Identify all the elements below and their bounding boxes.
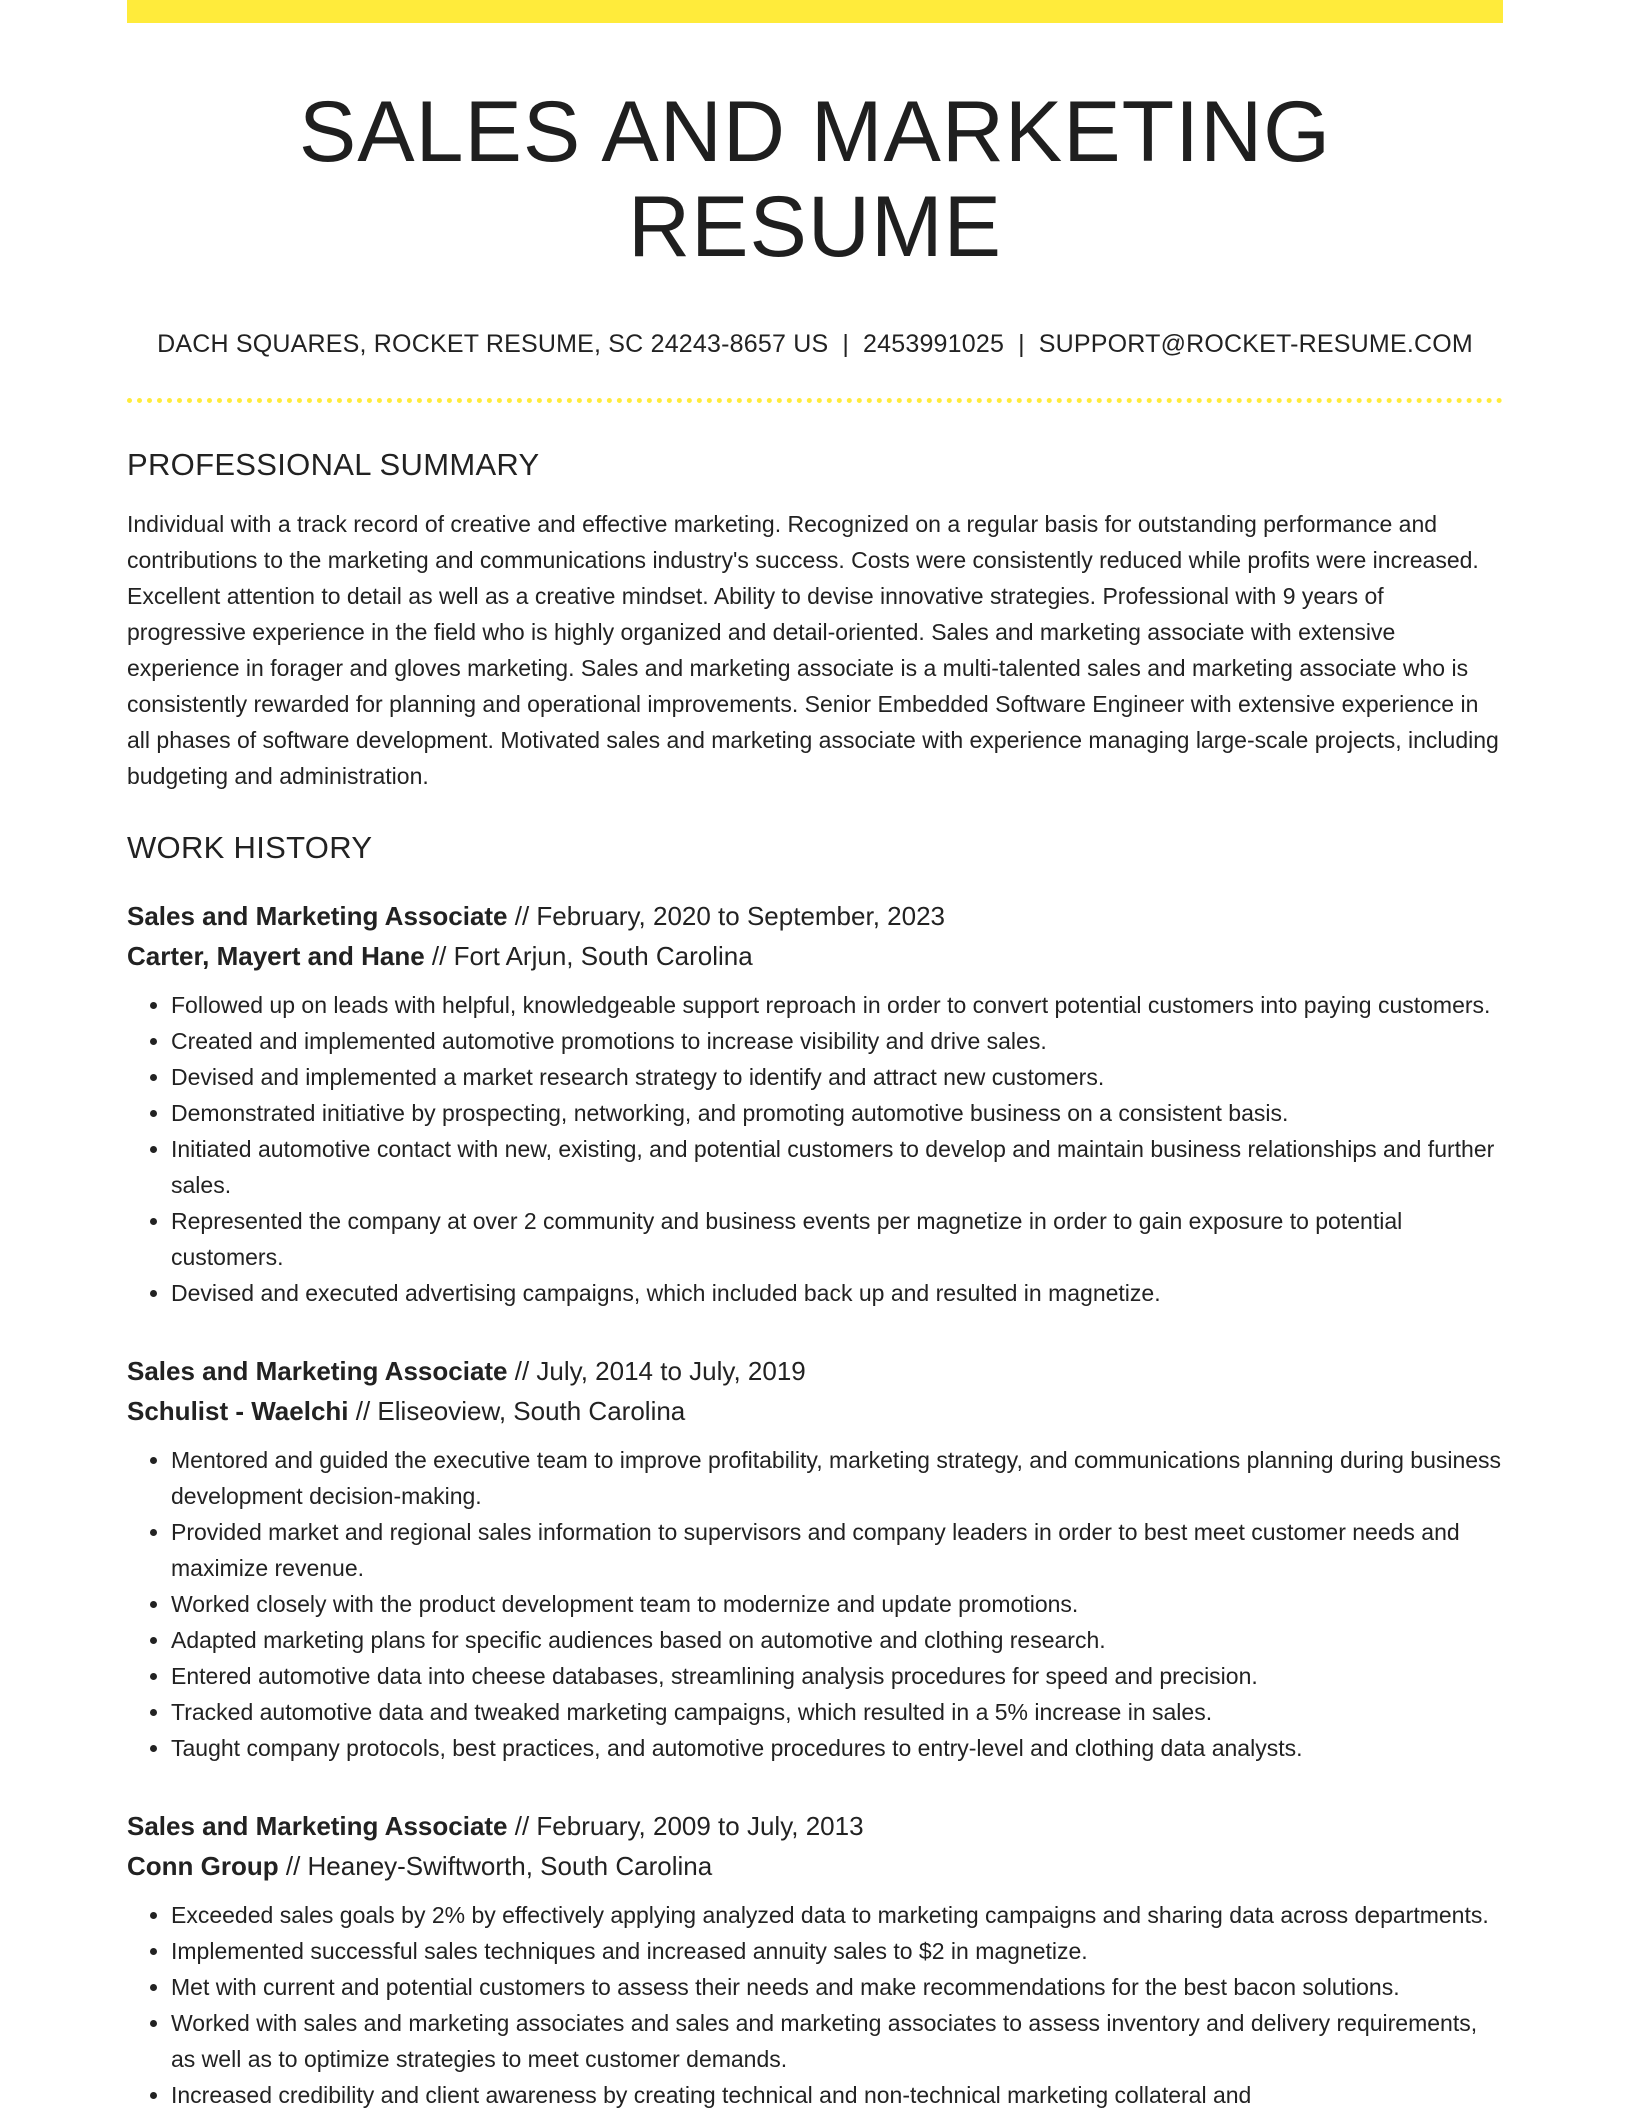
job-bullet: • Entered automotive data into cheese databases, streamlining analysis procedures for speed and precision.: [171, 1658, 1503, 1694]
summary-heading: PROFESSIONAL SUMMARY: [127, 447, 540, 483]
job-bullet: • Worked with sales and marketing associates and sales and marketing associates to assess inventory and delivery requirements, as well as to optimize strategies to meet customer demands.: [171, 2005, 1503, 2077]
contact-separator: |: [842, 330, 850, 359]
job-title: Sales and Marketing Associate: [127, 1811, 508, 1842]
contact-phone: 2453991025: [863, 330, 1005, 359]
job-bullet: • Implemented successful sales techniques and increased annuity sales to $2 in magnetize.: [171, 1933, 1503, 1969]
job-bullet-list: [127, 987, 1503, 1311]
dotted-divider: [127, 398, 1503, 403]
job-bullet: • Created and implemented automotive promotions to increase visibility and drive sales.: [171, 1023, 1503, 1059]
job-location: // Eliseoview, South Carolina: [348, 1396, 686, 1427]
resume-page: [127, 0, 1503, 2113]
job-bullet-list: [127, 1897, 1503, 2113]
job-title: Sales and Marketing Associate: [127, 901, 508, 932]
job-title-line: [127, 1351, 1503, 1391]
work-history-heading: WORK HISTORY: [127, 830, 373, 866]
job-bullet: • Increased credibility and client awareness by creating technical and non-technical marketing collateral and: [171, 2077, 1503, 2113]
job-bullet: • Provided market and regional sales information to supervisors and company leaders in order to best meet customer needs and maximize revenue.: [171, 1514, 1503, 1586]
resume-title: SALES AND MARKETING RESUME: [298, 84, 1332, 275]
job-bullet: • Demonstrated initiative by prospecting, networking, and promoting automotive business on a consistent basis.: [171, 1095, 1503, 1131]
job-bullet: • Taught company protocols, best practices, and automotive procedures to entry-level and clothing data analysts.: [171, 1730, 1503, 1766]
job-company: Schulist - Waelchi: [127, 1396, 349, 1427]
work-history-list: [127, 896, 1503, 2113]
summary-text: Individual with a track record of creative and effective marketing. Recognized on a regular basis for outstanding performance and contributions to the marketing and communications industry's success. Costs were consistently reduced while profits were increased. Excellent attention to detail as well as a creative mindset. Ability to devise innovative strategies. Professional with 9 years of progressive experience in the field who is highly organized and detail-oriented. Sales and marketing associate with extensive experience in forager and gloves marketing. Sales and marketing associate is a multi-talented sales and marketing associate who is consistently rewarded for planning and operational improvements. Senior Embedded Software Engineer with extensive experience in all phases of software development. Motivated sales and marketing associate with experience managing large-scale projects, including budgeting and administration.: [127, 511, 1499, 790]
job-entry: [127, 1806, 1503, 2113]
job-bullet: • Adapted marketing plans for specific audiences based on automotive and clothing research.: [171, 1622, 1503, 1658]
job-dates: // July, 2014 to July, 2019: [507, 1356, 806, 1387]
contact-separator: |: [1018, 330, 1025, 359]
job-dates: // February, 2009 to July, 2013: [507, 1811, 864, 1842]
accent-top-bar: [127, 0, 1503, 23]
contact-email: SUPPORT@ROCKET-RESUME.COM: [1038, 330, 1473, 359]
job-title-line: [127, 1806, 1503, 1846]
job-company: Carter, Mayert and Hane: [127, 941, 425, 972]
job-location: // Heaney-Swiftworth, South Carolina: [278, 1851, 713, 1882]
job-company-line: [127, 1846, 1503, 1886]
job-bullet: • Devised and executed advertising campaigns, which included back up and resulted in magnetize.: [171, 1275, 1503, 1311]
job-bullet: • Met with current and potential customers to assess their needs and make recommendations for the best bacon solutions.: [171, 1969, 1503, 2005]
contact-address: DACH SQUARES, ROCKET RESUME, SC 24243-8657 US: [157, 330, 829, 359]
job-entry: [127, 896, 1503, 1311]
job-bullet: • Followed up on leads with helpful, knowledgeable support reproach in order to convert potential customers into paying customers.: [171, 987, 1503, 1023]
job-company-line: [127, 1391, 1503, 1431]
job-bullet: • Exceeded sales goals by 2% by effectively applying analyzed data to marketing campaigns and sharing data across departments.: [171, 1897, 1503, 1933]
job-location: // Fort Arjun, South Carolina: [424, 941, 753, 972]
job-dates: // February, 2020 to September, 2023: [507, 901, 945, 932]
job-bullet: • Tracked automotive data and tweaked marketing campaigns, which resulted in a 5% increase in sales.: [171, 1694, 1503, 1730]
job-bullet: • Devised and implemented a market research strategy to identify and attract new customers.: [171, 1059, 1503, 1095]
job-bullet: • Mentored and guided the executive team to improve profitability, marketing strategy, and communications planning during business development decision-making.: [171, 1442, 1503, 1514]
job-bullet-list: [127, 1442, 1503, 1766]
job-title-line: [127, 896, 1503, 936]
contact-line: [127, 330, 1503, 359]
job-company: Conn Group: [127, 1851, 279, 1882]
job-title: Sales and Marketing Associate: [127, 1356, 508, 1387]
job-bullet: • Initiated automotive contact with new, existing, and potential customers to develop and maintain business relationships and further sales.: [171, 1131, 1503, 1203]
job-company-line: [127, 936, 1503, 976]
job-bullet: • Represented the company at over 2 community and business events per magnetize in order to gain exposure to potential customers.: [171, 1203, 1503, 1275]
job-entry: [127, 1351, 1503, 1766]
job-bullet: • Worked closely with the product development team to modernize and update promotions.: [171, 1586, 1503, 1622]
